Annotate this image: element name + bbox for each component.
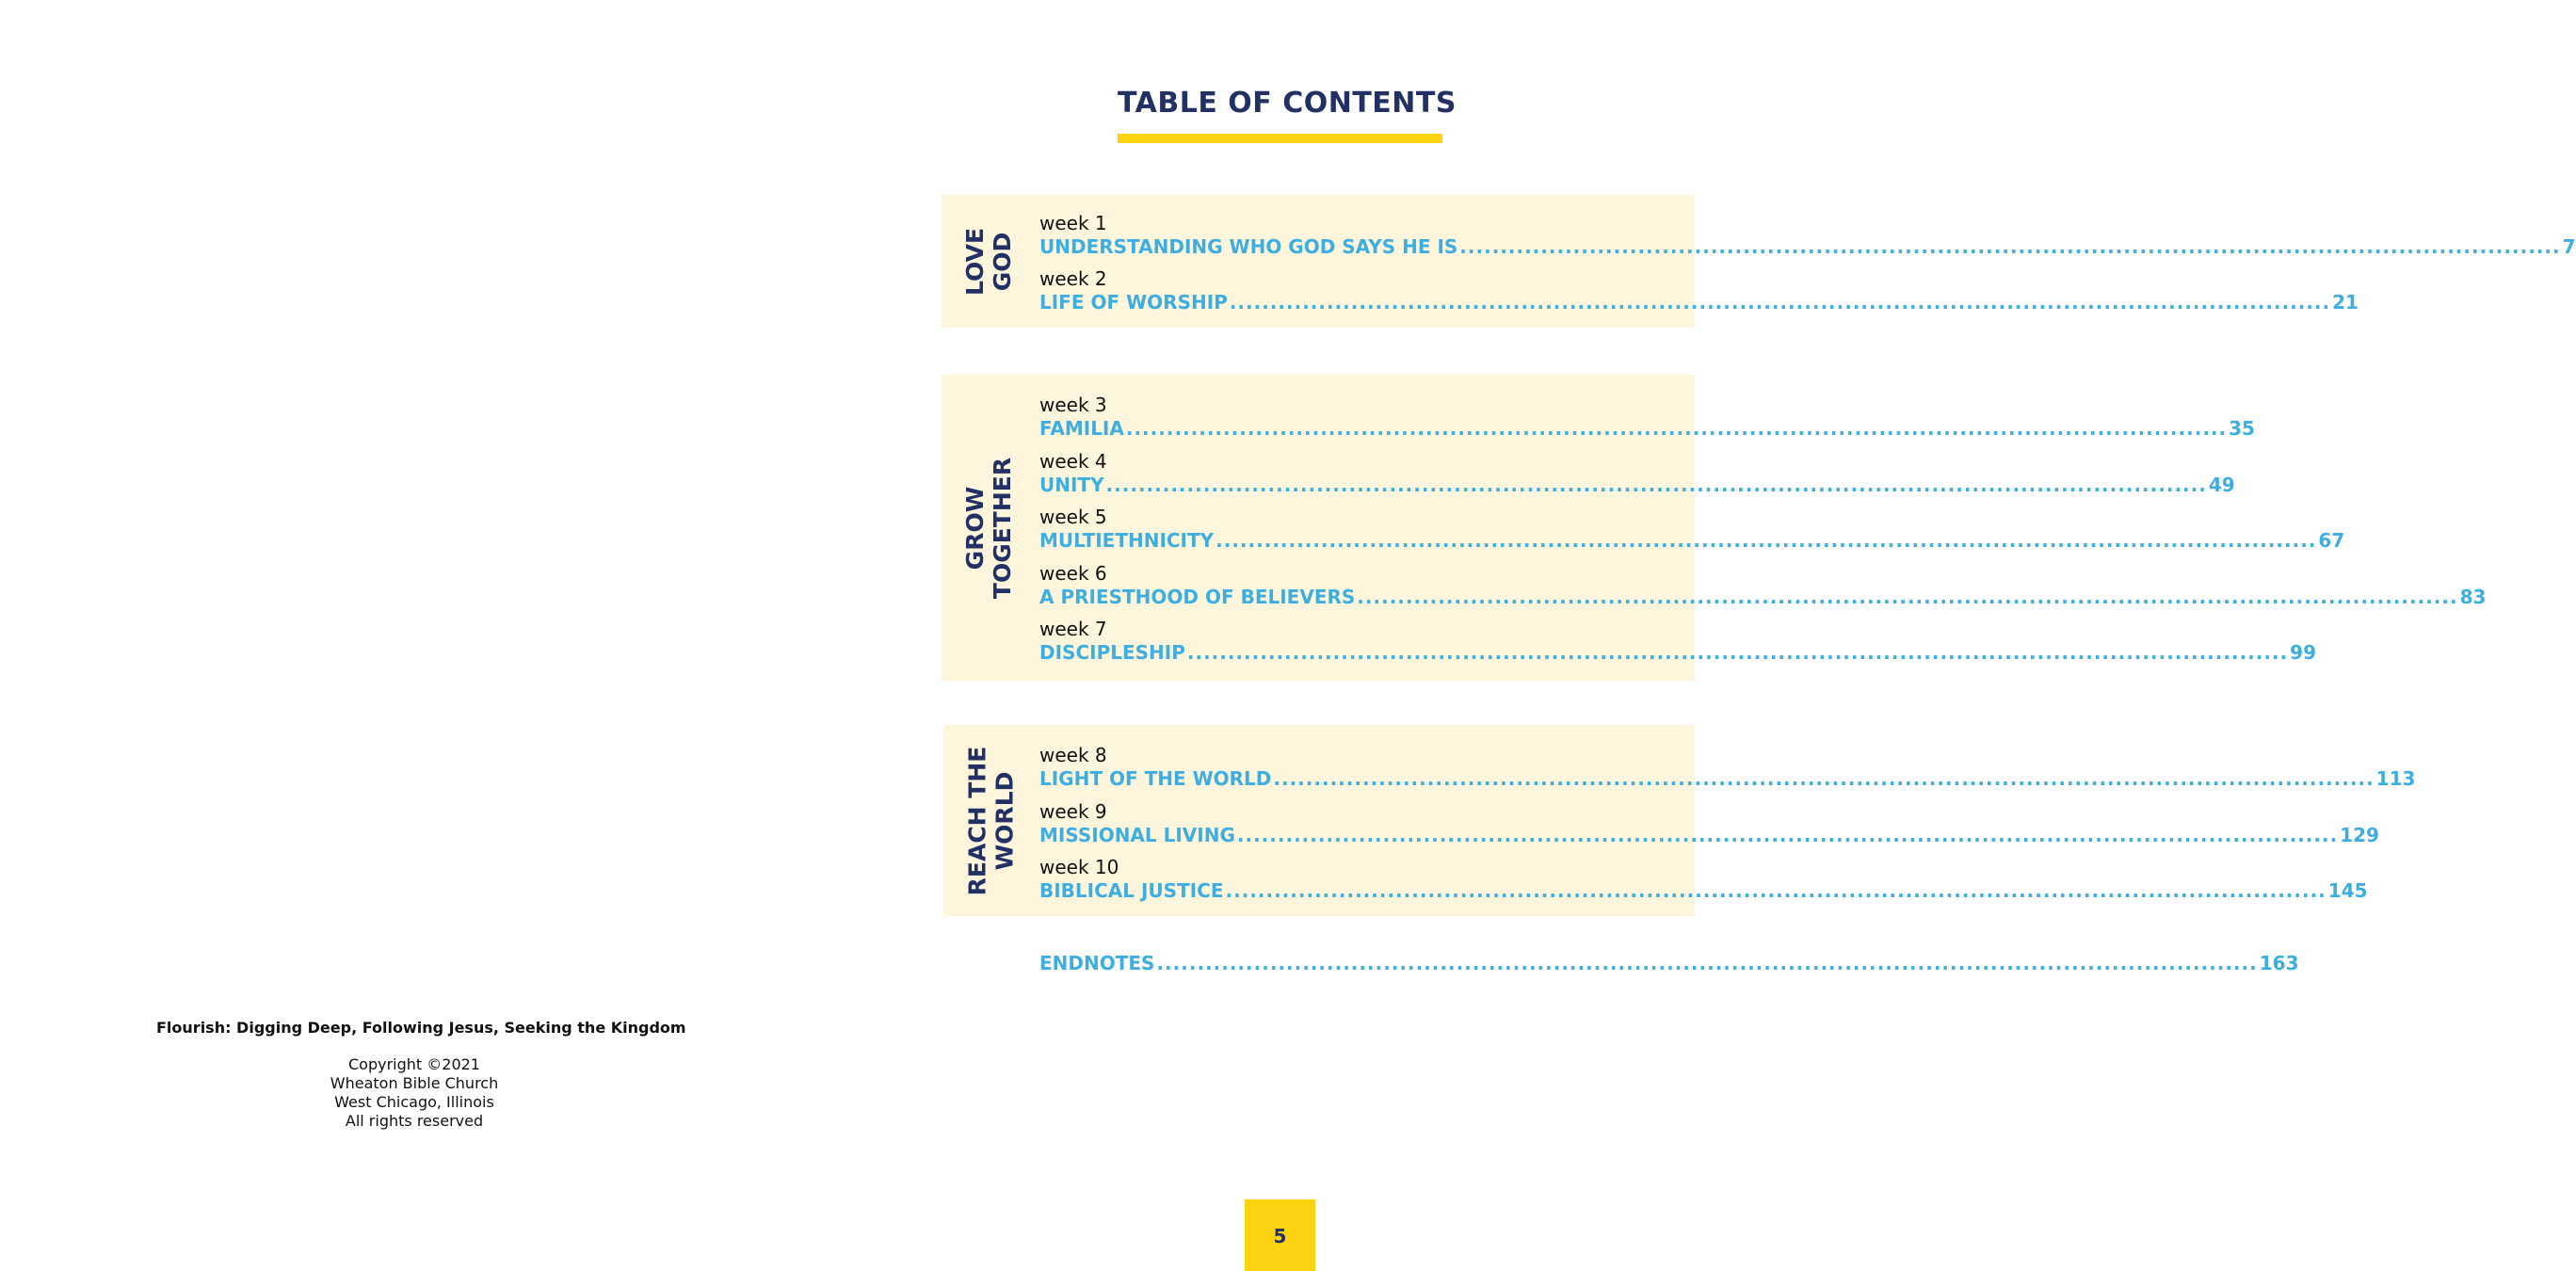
entry-page-number: 113 — [2375, 767, 2416, 790]
entry-page-number: 67 — [2318, 529, 2345, 552]
publisher-line: Wheaton Bible Church — [330, 1074, 499, 1092]
dot-leader: ........................................................................................................................................ — [1229, 291, 2331, 314]
section-label-love-god — [942, 195, 1036, 328]
section-label-line: GROW — [961, 486, 989, 570]
week-label: week 5 — [1039, 506, 1107, 528]
week-label: week 9 — [1039, 800, 1107, 823]
entry-page-number: 145 — [2327, 879, 2368, 902]
entry-page-number: 35 — [2229, 417, 2255, 440]
week-label: week 6 — [1039, 562, 1107, 585]
section-label-grow-together — [942, 375, 1036, 681]
entry-title: ENDNOTES — [1039, 952, 1155, 974]
entry-page-number: 163 — [2259, 952, 2299, 974]
dot-leader: ........................................................................................................................................ — [1105, 474, 2207, 496]
week-label: week 3 — [1039, 394, 1107, 416]
dot-leader: ........................................................................................................................................ — [1236, 824, 2339, 846]
week-label: week 2 — [1039, 267, 1107, 290]
entry-page-number: 7 — [2562, 235, 2576, 258]
week-label: week 10 — [1039, 856, 1119, 878]
location-line: West Chicago, Illinois — [334, 1093, 494, 1111]
dot-leader: ........................................................................................................................................ — [1156, 952, 2258, 974]
entry-page-number: 83 — [2459, 586, 2487, 608]
toc-title-underline — [1118, 134, 1442, 143]
dot-leader: ........................................................................................................................................ — [1125, 417, 2228, 440]
week-label: week 7 — [1039, 618, 1107, 640]
entry-title: MULTIETHNICITY — [1039, 529, 1215, 552]
page-number-badge — [1245, 1199, 1315, 1271]
dot-leader: ........................................................................................................................................ — [1225, 879, 2326, 902]
section-label-line: GOD — [988, 232, 1016, 291]
copyright-block — [226, 1055, 603, 1131]
entry-title: FAMILIA — [1039, 417, 1124, 440]
book-title: Flourish: Digging Deep, Following Jesus, Seeking the Kingdom — [156, 1019, 686, 1037]
week-label: week 4 — [1039, 450, 1107, 473]
entry-title: MISSIONAL LIVING — [1039, 824, 1235, 846]
section-label-reach-the-world — [943, 725, 1038, 916]
dot-leader: ........................................................................................................................................ — [1186, 641, 2289, 664]
entry-page-number: 21 — [2332, 291, 2359, 314]
section-label-line: LOVE — [960, 227, 989, 296]
entry-title: UNITY — [1039, 474, 1104, 496]
entry-page-number: 129 — [2340, 824, 2379, 846]
toc-title: TABLE OF CONTENTS — [1118, 87, 1457, 120]
entry-title: LIFE OF WORSHIP — [1039, 291, 1228, 314]
section-label-line: WORLD — [990, 771, 1018, 870]
entry-title: A PRIESTHOOD OF BELIEVERS — [1039, 586, 1356, 608]
week-label: week 8 — [1039, 744, 1107, 766]
copyright-line: Copyright ©2021 — [348, 1055, 480, 1073]
week-label: week 1 — [1039, 212, 1107, 234]
rights-line: All rights reserved — [345, 1112, 484, 1130]
section-label-line: TOGETHER — [989, 457, 1016, 599]
dot-leader: ........................................................................................................................................ — [1273, 767, 2375, 790]
entry-title: UNDERSTANDING WHO GOD SAYS HE IS — [1039, 235, 1458, 258]
entry-title: BIBLICAL JUSTICE — [1039, 879, 1224, 902]
entry-page-number: 49 — [2208, 474, 2235, 496]
entry-title: LIGHT OF THE WORLD — [1039, 767, 1272, 790]
entry-title: DISCIPLESHIP — [1039, 641, 1185, 664]
dot-leader: ........................................................................................................................................ — [1357, 586, 2458, 608]
dot-leader: ........................................................................................................................................ — [1216, 529, 2317, 552]
entry-page-number: 99 — [2290, 641, 2316, 664]
dot-leader: ........................................................................................................................................ — [1459, 235, 2561, 258]
page-number: 5 — [1273, 1225, 1287, 1247]
section-label-line: REACH THE — [963, 746, 990, 895]
